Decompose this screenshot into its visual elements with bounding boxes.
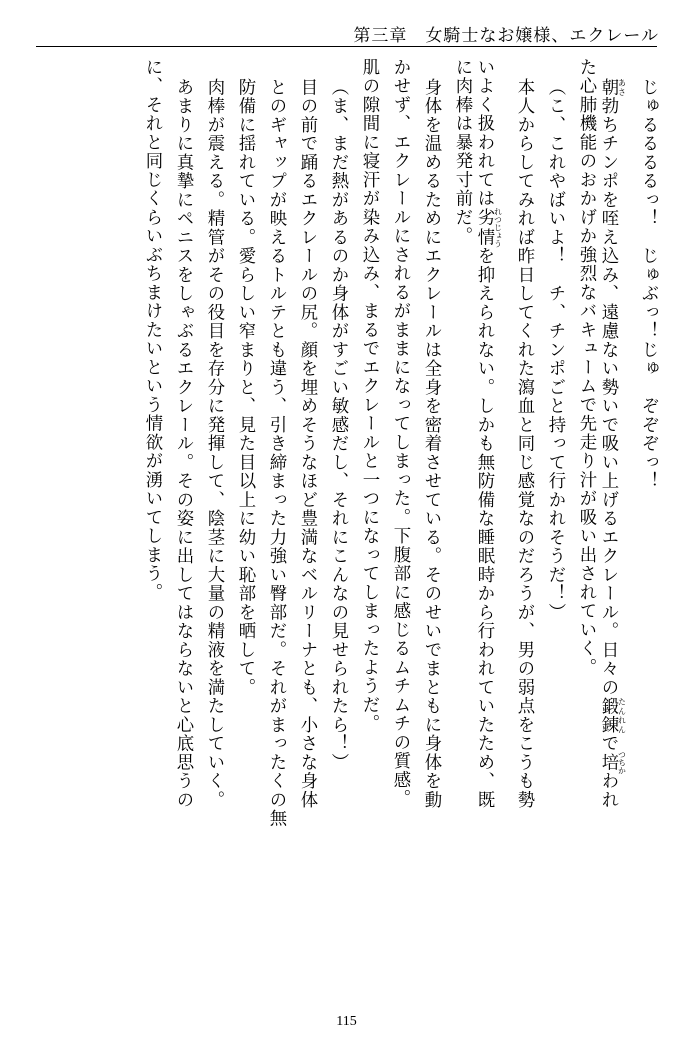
chapter-title: 第三章 女騎士なお嬢様、エクレール (353, 25, 659, 45)
text-line: （こ、これやばいよ！ チ、チンポごと持って行かれそうだ！） (546, 78, 566, 622)
text-line: 肉棒が震える。精管がその役目を存分に発揮して、陰茎に大量の精液を満たしていく。 (205, 78, 225, 810)
text-line: いよく扱われては劣情れつじょうを抑えられない。しかも無防備な睡眠時から行われていたため、既 (475, 58, 503, 810)
text-line: とのギャップが映えるトルテとも違う、引き締まった力強い臀部だ。それがまったくの無 (267, 78, 287, 828)
text-line: じゅるるるるっ！ じゅぶっ！じゅ ぞぞぞっ！ (639, 78, 659, 491)
header-divider (36, 46, 657, 47)
text-line: に、それと同じくらいぶちまけたいという情欲が湧いてしまう。 (143, 58, 163, 602)
vertical-text-body (36, 58, 657, 988)
text-line: に肉棒は暴発寸前だ。 (453, 58, 473, 246)
text-line: 防備に揺れている。愛らしい窄まりと、見た目以上に幼い恥部を晒して。 (236, 78, 256, 697)
text-line: 目の前で踊るエクレールの尻。顔を埋めそうなほど豊満なベルリーナとも、小さな身体 (298, 78, 318, 810)
text-line: かせず、エクレールにされるがままになってしまった。下腹部に感じるムチムチの質感。 (391, 58, 411, 808)
text-line: 身体を温めるためにエクレールは全身を密着させている。そのせいでまともに身体を動 (422, 78, 442, 810)
page-number: 115 (336, 1014, 357, 1029)
text-line: （ま、まだ熱があるのか身体がすごい敏感だし、それにこんなの見せられたら！） (329, 78, 349, 772)
text-line: た心肺機能のおかげか強烈なバキュームで先走り汁が吸い出されていく。 (577, 58, 597, 677)
page-header (0, 18, 693, 48)
text-line: 肌の隙間に寝汗が染み込み、まるでエクレールと一つになってしまったようだ。 (360, 58, 380, 733)
text-line: あまりに真摯にペニスをしゃぶるエクレール。その姿に出してはならないと心底思うの (174, 78, 194, 810)
text-line: 本人からしてみれば昨日してくれた瀉血と同じ感覚なのだろうが、男の弱点をこうも勢 (515, 78, 535, 810)
text-line: 朝あさ勃ちチンポを咥え込み、遠慮ない勢いで吸い上げるエクレール。日々の鍛錬たんれんで培つちかわれ (599, 78, 627, 810)
